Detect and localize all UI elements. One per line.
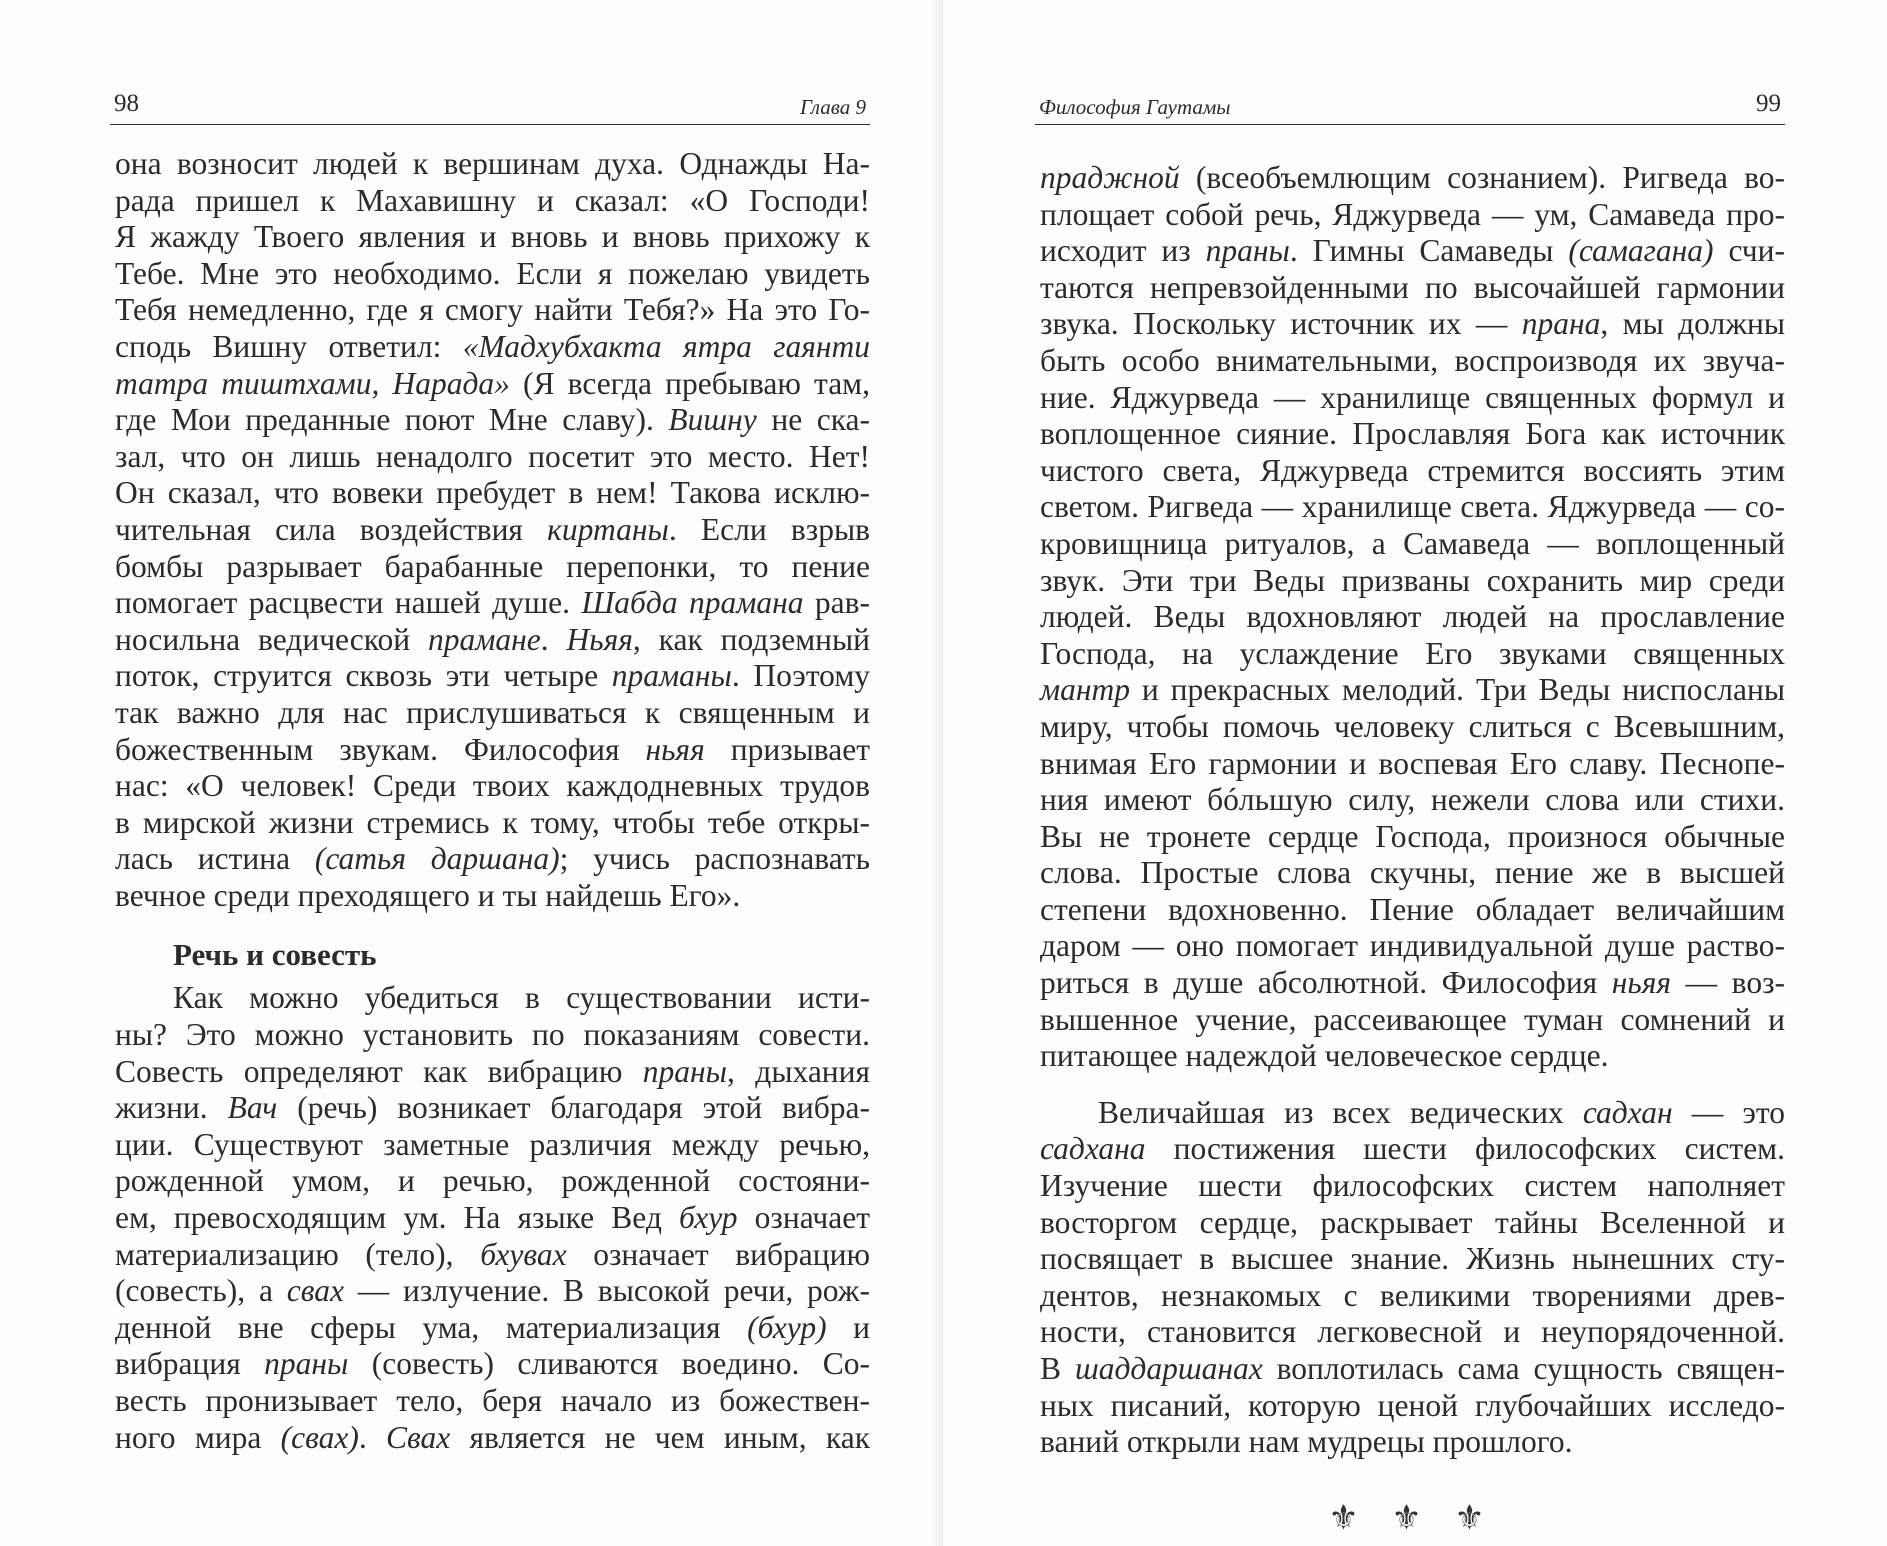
text-run: воплотилась сама сущность священ-	[1262, 1351, 1786, 1386]
italic-term: бхувах	[480, 1236, 567, 1272]
text-line	[115, 402, 870, 439]
text-line	[1040, 1388, 1785, 1425]
text-run: ны? Это можно установить по показаниям совести.	[115, 1017, 870, 1053]
italic-term: шаддаршанах	[1074, 1351, 1263, 1386]
text-line	[1040, 892, 1785, 929]
text-run: рожденной умом, и речью, рожденной состояни-	[115, 1163, 870, 1199]
text-run: светом. Ригведа — хранилище света. Яджурведа — со-	[1040, 489, 1785, 525]
paragraph	[115, 980, 870, 1456]
text-run: где Мои преданные поют Мне славу).	[115, 402, 669, 438]
text-run: ем, превосходящим ум. На языке Вед	[115, 1200, 679, 1236]
text-run: ваний открыли нам мудрецы прошлого.	[1040, 1424, 1573, 1460]
text-line	[115, 1017, 870, 1054]
italic-term: свах	[286, 1273, 344, 1309]
text-line	[1040, 1351, 1785, 1388]
text-run: (речь) возникает благодаря этой вибра-	[277, 1090, 870, 1126]
text-line	[1040, 965, 1785, 1002]
text-run: таются непревзойденными по высочайшей гармонии	[1040, 269, 1785, 305]
text-run: бомбы разрывает барабанные перепонки, то пение	[115, 548, 870, 584]
text-run: Изучение шести философских систем наполняет	[1040, 1168, 1785, 1204]
text-run: означает	[737, 1200, 870, 1236]
text-run: Величайшая из всех ведических	[1098, 1094, 1583, 1130]
text-line	[115, 1420, 870, 1457]
text-run: , мы должны	[1600, 306, 1785, 342]
text-run: в мирской жизни стремись к тому, чтобы тебе откры-	[115, 804, 870, 840]
right-page-header	[1035, 88, 1785, 125]
text-line	[1040, 672, 1785, 709]
text-run: — излучение. В высокой речи, рож-	[343, 1273, 870, 1309]
text-run: является не чем иным, как	[450, 1419, 871, 1455]
paragraph-gap	[1040, 1075, 1785, 1095]
text-line	[1040, 1241, 1785, 1278]
text-run: (совесть) сливаются воедино. Со-	[348, 1346, 870, 1382]
text-line	[1040, 233, 1785, 270]
text-line	[1040, 1038, 1785, 1075]
text-line	[1040, 197, 1785, 234]
text-run: людей. Веды вдохновляют людей на прославление	[1040, 599, 1785, 635]
text-run: помогает расцвести нашей душе.	[115, 585, 582, 621]
right-page-body	[1040, 160, 1785, 1537]
text-line	[115, 980, 870, 1017]
paragraph	[1040, 160, 1785, 1075]
text-run: . Поэтому	[731, 658, 870, 694]
text-run: весть пронизывает тело, беря начало из божествен-	[115, 1383, 870, 1418]
text-run: Совесть определяют как вибрацию	[115, 1053, 643, 1089]
text-line	[1040, 1131, 1785, 1168]
italic-term: праны	[1205, 233, 1290, 269]
text-line	[1040, 599, 1785, 636]
text-line	[115, 805, 870, 842]
italic-term: киртаны	[547, 511, 669, 547]
text-run: сподь Вишну ответил:	[115, 328, 463, 364]
running-head: Философия Гаутамы	[1039, 95, 1231, 119]
text-line	[115, 878, 870, 915]
text-line	[1040, 709, 1785, 746]
text-line	[115, 366, 870, 403]
text-run: риться в душе абсолютной. Философия	[1040, 965, 1612, 1001]
text-run: и	[826, 1309, 871, 1345]
italic-term: бхур	[679, 1200, 738, 1236]
text-line	[115, 549, 870, 586]
text-run: , дыхания	[727, 1053, 870, 1089]
text-line	[1040, 306, 1785, 343]
text-line	[115, 219, 870, 256]
italic-term: татра тиштхами, Нарада»	[115, 365, 510, 401]
text-line	[1040, 1205, 1785, 1242]
text-line	[1040, 563, 1785, 600]
text-line	[1040, 526, 1785, 563]
italic-term: Свах	[386, 1419, 451, 1455]
text-line	[115, 1346, 870, 1383]
italic-term: мантр	[1040, 672, 1130, 708]
italic-term: «Мадхубхакта ятра гаянти	[462, 328, 871, 364]
italic-term: (сатья даршана)	[314, 841, 560, 877]
text-run: — воз-	[1671, 965, 1785, 1001]
text-run: Господа, на услаждение Его звуками священных	[1040, 635, 1785, 671]
text-line	[115, 1237, 870, 1274]
text-run: — это	[1672, 1094, 1785, 1130]
text-run: миру, чтобы помочь человеку слиться с Всевышним,	[1040, 708, 1785, 744]
text-run: вибрация	[115, 1346, 265, 1382]
text-run: не ска-	[756, 402, 870, 438]
text-run: даром — оно помогает индивидуальной душе раство-	[1040, 928, 1785, 964]
paragraph	[115, 146, 870, 914]
text-line	[115, 183, 870, 220]
text-line	[115, 439, 870, 476]
text-line	[1040, 416, 1785, 453]
text-run: ции. Существуют заметные различия между речью,	[115, 1126, 870, 1162]
text-line	[115, 658, 870, 695]
text-run: площает собой речь, Яджурведа — ум, Самаведа про-	[1040, 196, 1785, 232]
text-run: чительная сила воздействия	[115, 511, 548, 547]
italic-term: ньяя	[1611, 965, 1671, 1001]
right-page	[943, 0, 1887, 1546]
text-run: материализацию (тело),	[115, 1236, 481, 1272]
text-run: посвящает в высшее знание. Жизнь нынешних сту-	[1040, 1241, 1785, 1277]
text-line	[115, 256, 870, 293]
text-run: вышенное учение, рассеивающее туман сомнений и	[1040, 1001, 1785, 1037]
italic-term: прамане	[428, 621, 541, 657]
text-run: внимая Его гармонии и воспевая Его славу. Песнопе-	[1040, 745, 1785, 781]
text-line	[115, 1163, 870, 1200]
text-run: . Если взрыв	[668, 511, 871, 547]
text-run: лась истина	[115, 841, 315, 877]
text-run: (Я всегда пребываю там,	[509, 365, 870, 401]
page-number: 98	[114, 90, 139, 117]
text-line	[1040, 855, 1785, 892]
text-line	[115, 768, 870, 805]
text-run: исходит из	[1040, 233, 1206, 269]
text-run: Я жажду Твоего явления и вновь и вновь прихожу к	[115, 219, 870, 255]
text-run: счи-	[1713, 233, 1785, 269]
text-run: рав-	[803, 585, 870, 621]
text-line	[115, 512, 870, 549]
text-line	[1040, 1168, 1785, 1205]
text-run: .	[540, 621, 567, 657]
text-run: чистого света, Яджурведа стремится воссиять этим	[1040, 452, 1785, 488]
text-line	[115, 1383, 870, 1420]
text-run: ных писаний, которую ценой глубочайших исследо-	[1040, 1387, 1785, 1423]
italic-term: праманы	[611, 658, 732, 694]
text-run: ние. Яджурведа — хранилище священных формул и	[1040, 379, 1785, 415]
text-run: так важно для нас прислушиваться к священным и	[115, 694, 870, 730]
italic-term: (самагана)	[1568, 233, 1714, 269]
text-line	[115, 841, 870, 878]
left-page-body	[115, 146, 870, 1456]
text-run: звук. Эти три Веды призваны сохранить мир среди	[1040, 562, 1785, 598]
text-line	[115, 1200, 870, 1237]
italic-term: (бхур)	[747, 1309, 827, 1345]
text-line	[115, 1090, 870, 1127]
text-run: призывает	[704, 731, 870, 767]
text-run: Тебе. Мне это необходимо. Если я пожелаю увидеть	[115, 255, 870, 291]
italic-term: садхана	[1040, 1131, 1146, 1167]
text-run: В	[1040, 1351, 1075, 1386]
text-line	[1040, 1424, 1785, 1461]
italic-term: Ньяя	[566, 621, 633, 657]
text-run: . Гимны Самаведы	[1289, 233, 1569, 269]
text-run: слова. Простые слова скучны, пение же в высшей	[1040, 855, 1785, 891]
text-line	[115, 695, 870, 732]
text-line	[115, 732, 870, 769]
text-run: Тебя немедленно, где я смогу найти Тебя?» На это Го-	[115, 292, 870, 328]
text-run: восторгом сердце, раскрывает тайны Вселенной и	[1040, 1204, 1785, 1240]
text-run: степени вдохновенно. Пение обладает величайшим	[1040, 891, 1785, 927]
italic-term: (свах)	[280, 1419, 359, 1455]
text-line	[115, 585, 870, 622]
running-head: Глава 9	[800, 95, 866, 119]
text-run: ности, становится легковесной и неупорядоченной.	[1040, 1314, 1785, 1350]
text-line	[115, 1310, 870, 1347]
text-line	[1040, 160, 1785, 197]
text-line	[115, 146, 870, 183]
text-run: дентов, незнакомых с великими творениями древ-	[1040, 1277, 1785, 1313]
italic-term: Вач	[227, 1090, 278, 1126]
text-line	[1040, 1278, 1785, 1315]
text-line	[115, 329, 870, 366]
text-line	[115, 475, 870, 512]
text-line	[1040, 1095, 1785, 1132]
text-line	[1040, 746, 1785, 783]
text-line	[1040, 270, 1785, 307]
text-run: нас: «О человек! Среди твоих каждодневных трудов	[115, 768, 870, 804]
text-run: ния имеют бóльшую силу, нежели слова или стихи.	[1040, 782, 1785, 818]
text-run: воплощенное сияние. Прославляя Бога как источник	[1040, 416, 1785, 452]
text-run: (всеобъемлющим сознанием). Ригведа во-	[1179, 160, 1785, 195]
section-heading: Речь и совесть	[173, 937, 377, 973]
italic-term: праны	[264, 1346, 349, 1382]
text-line	[115, 1127, 870, 1164]
text-run: божественным звукам. Философия	[115, 731, 646, 767]
text-run: рада пришел к Махавишну и сказал: «О Господи!	[115, 182, 870, 218]
text-line	[1040, 1314, 1785, 1351]
text-run: быть особо внимательными, воспроизводя их звуча-	[1040, 342, 1785, 378]
text-run: ного мира	[115, 1419, 281, 1455]
text-line	[115, 622, 870, 659]
text-run: носильна ведической	[115, 621, 428, 657]
text-line	[1040, 380, 1785, 417]
text-line	[115, 292, 870, 329]
text-line	[1040, 928, 1785, 965]
text-run: , как подземный	[632, 621, 871, 657]
section-end-ornament: ⚜ ⚜ ⚜	[1328, 1499, 1497, 1537]
italic-term: Вишну	[668, 402, 757, 438]
text-line	[115, 1054, 870, 1091]
text-run: постижения шести философских систем.	[1145, 1131, 1785, 1167]
text-line	[1040, 819, 1785, 856]
italic-term: праны	[642, 1053, 728, 1089]
text-run: Как можно убедиться в существовании исти-	[173, 980, 870, 1016]
text-run: звука. Поскольку источник их —	[1040, 306, 1522, 342]
text-run: она возносит людей к вершинам духа. Однажды На-	[115, 146, 870, 181]
text-line	[115, 1273, 870, 1310]
left-page	[0, 0, 943, 1546]
text-run: ; учись распознавать	[559, 841, 870, 877]
page-number: 99	[1756, 90, 1781, 117]
text-run: вечное среди преходящего и ты найдешь Его».	[115, 877, 741, 913]
text-run: питающее надеждой человеческое сердце.	[1040, 1038, 1609, 1074]
text-run: Вы не тронете сердце Господа, произнося обычные	[1040, 818, 1785, 854]
text-run: .	[358, 1419, 387, 1455]
italic-term: прана	[1521, 306, 1601, 342]
left-page-header	[110, 88, 870, 125]
text-run: денной вне сферы ума, материализация	[115, 1309, 748, 1345]
text-line	[1040, 1002, 1785, 1039]
text-run: означает вибрацию	[566, 1236, 870, 1272]
text-run: зал, что он лишь ненадолго посетит это место. Нет!	[115, 438, 870, 474]
text-run: (совесть), а	[115, 1273, 287, 1309]
text-line	[1040, 636, 1785, 673]
text-line	[1040, 343, 1785, 380]
text-line	[1040, 489, 1785, 526]
italic-term: садхан	[1582, 1094, 1673, 1130]
italic-term: Шабда прамана	[581, 585, 804, 621]
text-run: и прекрасных мелодий. Три Веды ниспосланы	[1129, 672, 1785, 708]
text-run: кровищница ритуалов, а Самаведа — воплощенный	[1040, 525, 1785, 561]
paragraph	[1040, 1095, 1785, 1461]
italic-term: ньяя	[645, 731, 705, 767]
text-run: поток, струится сквозь эти четыре	[115, 658, 612, 694]
italic-term: праджной	[1040, 160, 1180, 195]
text-run: Он сказал, что вовеки пребудет в нем! Такова исклю-	[115, 475, 870, 511]
text-line	[1040, 782, 1785, 819]
text-line	[1040, 453, 1785, 490]
text-run: жизни.	[115, 1090, 228, 1126]
